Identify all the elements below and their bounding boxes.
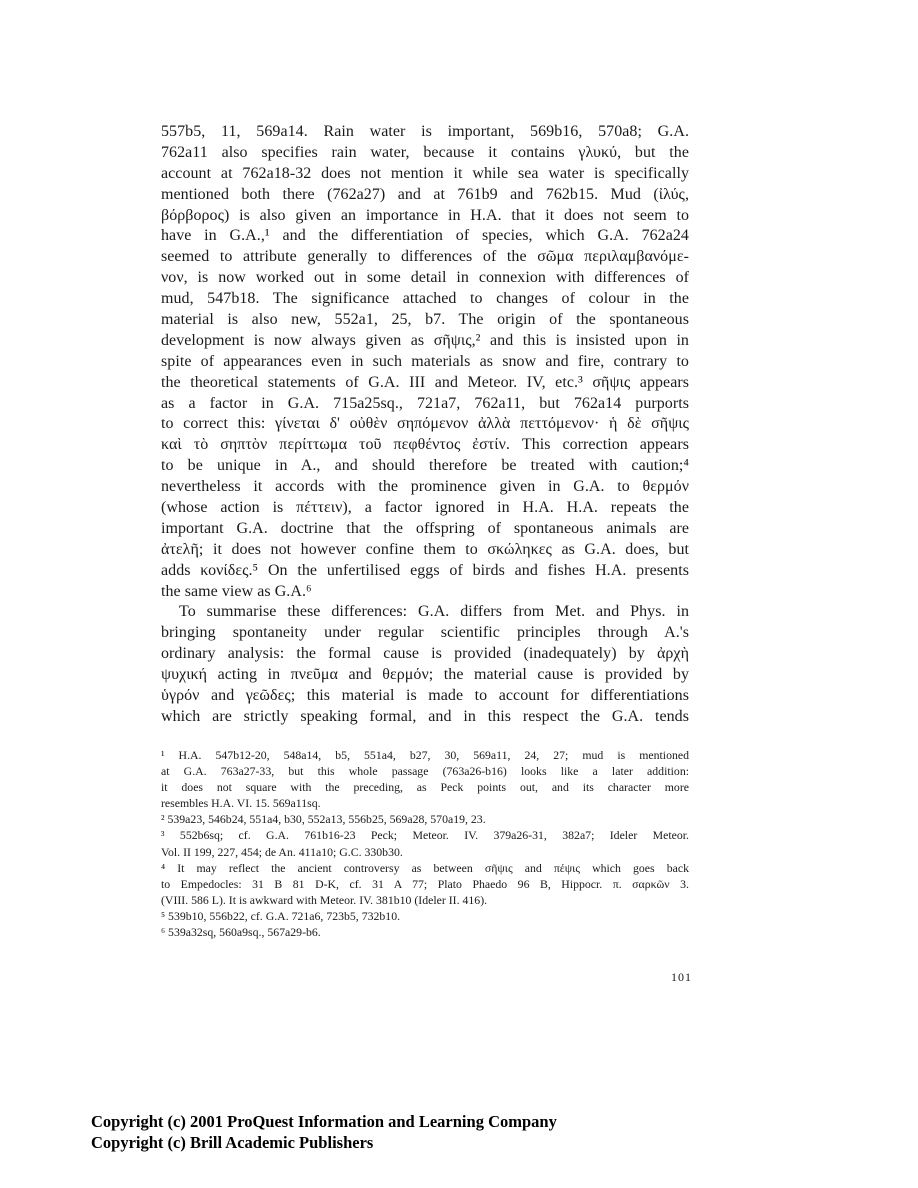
footnote-line: (VIII. 586 L). It is awkward with Meteor. IV. 381b10 (Ideler II. 416). <box>161 892 488 907</box>
body-line: ψυχική acting in πνεῦμα and θερμόν; the material cause is provided by <box>161 666 689 684</box>
body-line: nevertheless it accords with the prominence given in G.A. to θερμόν <box>161 478 689 496</box>
footnote-line: ² 539a23, 546b24, 551a4, b30, 552a13, 556b25, 569a28, 570a19, 23. <box>161 812 486 827</box>
body-line: important G.A. doctrine that the offspring of spontaneous animals are <box>161 519 689 537</box>
body-line: seemed to attribute generally to differences of the σῶμα περιλαμβανόμε- <box>161 248 689 266</box>
copyright-line: Copyright (c) 2001 ProQuest Information and Learning Company <box>91 1112 557 1131</box>
body-line: To summarise these differences: G.A. differs from Met. and Phys. in <box>179 603 689 621</box>
footnote-line: it does not square with the preceding, as Peck points out, and its character more <box>161 780 689 795</box>
footnote-line: ⁵ 539b10, 556b22, cf. G.A. 721a6, 723b5, 732b10. <box>161 908 401 923</box>
footnote-line: ³ 552b6sq; cf. G.A. 761b16-23 Peck; Meteor. IV. 379a26-31, 382a7; Ideler Meteor. <box>161 828 689 843</box>
body-line: the same view as G.A.⁶ <box>161 582 312 600</box>
footnote-line: ⁴ It may reflect the ancient controversy as between σῆψις and πέψις which goes back <box>161 860 689 875</box>
body-line: adds κονίδες.⁵ On the unfertilised eggs of birds and fishes H.A. presents <box>161 561 689 579</box>
body-line: to be unique in A., and should therefore be treated with caution;⁴ <box>161 457 689 475</box>
body-text <box>161 122 689 728</box>
body-line: ὑγρόν and γεῶδες; this material is made to account for differentiations <box>161 687 689 705</box>
copyright-notice <box>91 1111 651 1153</box>
footnote-line: at G.A. 763a27-33, but this whole passage (763a26-b16) looks like a later addition: <box>161 764 689 779</box>
footnote-line: ⁶ 539a32sq, 560a9sq., 567a29-b6. <box>161 925 321 940</box>
footnote-line: resembles H.A. VI. 15. 569a11sq. <box>161 796 321 811</box>
body-line: ἀτελῆ; it does not however confine them to σκώληκες as G.A. does, but <box>161 540 689 558</box>
body-line: which are strictly speaking formal, and in this respect the G.A. tends <box>161 707 689 725</box>
body-line: the theoretical statements of G.A. III and Meteor. IV, etc.³ σῆψις appears <box>161 373 689 391</box>
body-line: spite of appearances even in such materials as snow and fire, contrary to <box>161 352 689 370</box>
body-line: 762a11 also specifies rain water, because it contains γλυκύ, but the <box>161 143 689 161</box>
body-line: βόρβορος) is also given an importance in H.A. that it does not seem to <box>161 206 689 224</box>
footnotes <box>161 747 689 940</box>
body-line: mentioned both there (762a27) and at 761b9 and 762b15. Mud (ἰλύς, <box>161 185 689 203</box>
body-line: (whose action is πέττειν), a factor ignored in H.A. H.A. repeats the <box>161 499 689 517</box>
body-line: account at 762a18-32 does not mention it while sea water is specifically <box>161 164 689 182</box>
body-line: νον, is now worked out in some detail in connexion with differences of <box>161 269 689 287</box>
footnote-line: ¹ H.A. 547b12-20, 548a14, b5, 551a4, b27, 30, 569a11, 24, 27; mud is mentioned <box>161 748 689 762</box>
body-line: have in G.A.,¹ and the differentiation of species, which G.A. 762a24 <box>161 227 689 245</box>
body-line: mud, 547b18. The significance attached to changes of colour in the <box>161 290 689 308</box>
copyright-line: Copyright (c) Brill Academic Publishers <box>91 1133 374 1152</box>
body-line: development is now always given as σῆψις,² and this is insisted upon in <box>161 331 689 349</box>
body-line: καὶ τὸ σηπτὸν περίττωμα τοῦ πεφθέντος ἐστίν. This correction appears <box>161 436 689 454</box>
body-line: ordinary analysis: the formal cause is provided (inadequately) by ἀρχὴ <box>161 645 689 663</box>
footnote-line: Vol. II 199, 227, 454; de An. 411a10; G.C. 330b30. <box>161 844 403 859</box>
body-line: bringing spontaneity under regular scientific principles through A.'s <box>161 624 689 642</box>
page-number: 101 <box>671 970 692 984</box>
body-line: to correct this: γίνεται δ' οὐθὲν σηπόμενον ἀλλὰ πεττόμενον· ἡ δὲ σῆψις <box>161 415 689 433</box>
footnote-line: to Empedocles: 31 B 81 D-K, cf. 31 A 77; Plato Phaedo 96 B, Hippocr. π. σαρκῶν 3. <box>161 876 689 891</box>
body-line: 557b5, 11, 569a14. Rain water is important, 569b16, 570a8; G.A. <box>161 123 689 140</box>
body-line: material is also new, 552a1, 25, b7. The origin of the spontaneous <box>161 311 689 329</box>
body-line: as a factor in G.A. 715a25sq., 721a7, 762a11, but 762a14 purports <box>161 394 689 412</box>
